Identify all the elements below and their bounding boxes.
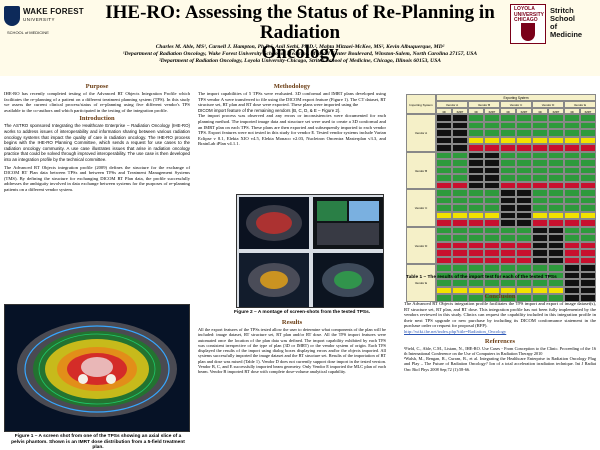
grid-cell-0-4-8: [564, 144, 580, 152]
grid-cell-2-3-9: [580, 212, 596, 220]
grid-cell-1-0-2: [468, 152, 484, 160]
grid-cell-2-3-1: [452, 212, 468, 220]
grid-cell-3-0-9: [580, 227, 596, 235]
grid-cell-2-0-0: [436, 189, 452, 197]
grid-cell-1-3-9: [580, 174, 596, 182]
grid-cell-4-0-8: [564, 264, 580, 272]
grid-cell-2-2-8: [564, 204, 580, 212]
grid-cell-0-0-0: [436, 114, 452, 122]
grid-cell-2-0-1: [452, 189, 468, 197]
grid-cell-2-2-1: [452, 204, 468, 212]
exporting-vendor-1: Vendor B: [468, 101, 500, 108]
left-column: [4, 82, 190, 193]
grid-cell-1-3-6: [532, 174, 548, 182]
grid-cell-1-0-3: [484, 152, 500, 160]
grid-cell-0-3-4: [500, 137, 516, 145]
grid-cell-0-1-5: [516, 122, 532, 130]
grid-cell-2-3-3: [484, 212, 500, 220]
grid-cell-2-3-2: [468, 212, 484, 220]
grid-cell-2-0-7: [548, 189, 564, 197]
grid-cell-1-1-5: [516, 159, 532, 167]
grid-cell-3-4-8: [564, 257, 580, 265]
affiliation-2: ²Department of Radiation Oncology, Loyola University-Chicago, Stritch School of Medicine, Chicago, Illinois 60153, USA: [158, 57, 442, 64]
results-heading: Results: [281, 319, 303, 326]
grid-cell-3-3-2: [468, 249, 484, 257]
grid-cell-3-2-1: [452, 242, 468, 250]
grid-cell-1-4-3: [484, 182, 500, 190]
grid-cell-3-0-6: [532, 227, 548, 235]
stritch-line-2: School: [550, 14, 576, 23]
grid-cell-2-0-4: [500, 189, 516, 197]
grid-cell-3-4-3: [484, 257, 500, 265]
grid-cell-1-1-2: [468, 159, 484, 167]
grid-cell-1-4-2: [468, 182, 484, 190]
conclusion-heading: Conclusion: [484, 293, 516, 300]
grid-cell-1-0-6: [532, 152, 548, 160]
loyola-shield-icon: [510, 4, 546, 44]
importing-vendor-0: Vendor A: [406, 114, 436, 152]
grid-cell-1-2-3: [484, 167, 500, 175]
grid-cell-0-2-5: [516, 129, 532, 137]
grid-cell-0-0-2: [468, 114, 484, 122]
grid-cell-0-3-8: [564, 137, 580, 145]
grid-cell-1-2-8: [564, 167, 580, 175]
grid-cell-0-3-6: [532, 137, 548, 145]
grid-cell-1-1-7: [548, 159, 564, 167]
grid-cell-4-0-4: [500, 264, 516, 272]
grid-cell-3-0-8: [564, 227, 580, 235]
grid-cell-3-1-7: [548, 234, 564, 242]
exporting-subcol-0-1: IMRT: [452, 108, 468, 114]
grid-cell-2-1-2: [468, 197, 484, 205]
grid-cell-1-1-9: [580, 159, 596, 167]
grid-cell-0-0-4: [500, 114, 516, 122]
methodology-text-3: The import process was observed and any errors or inconsistencies were documented for each planning method. The imported image data and structure set were used to create a 3D conformal and an IMRT plan on each TPS. These plans are then exported and subsequently imported to each vendor TPS. Export features were not tested in this study for vendor E. Tested vendor systems include Varian Eclipse v 8.1, Elekta XIO v4.5, Elekta Monaco v2.03, Nucletron Oncentra Masterplan v3.3, and BrainLab iPlan v4.1.1.: [198, 113, 386, 147]
grid-cell-3-0-7: [548, 227, 564, 235]
grid-cell-1-3-1: [452, 174, 468, 182]
grid-cell-0-4-1: [452, 144, 468, 152]
grid-cell-3-1-4: [500, 234, 516, 242]
wake-forest-school: SCHOOL of MEDICINE: [7, 30, 49, 35]
grid-cell-3-3-0: [436, 249, 452, 257]
poster-header: [0, 0, 600, 76]
grid-cell-0-1-8: [564, 122, 580, 130]
exporting-subcol-1-1: IMRT: [484, 108, 500, 114]
grid-cell-1-3-3: [484, 174, 500, 182]
grid-cell-3-1-8: [564, 234, 580, 242]
grid-cell-1-1-4: [500, 159, 516, 167]
grid-cell-2-2-0: [436, 204, 452, 212]
importing-vendor-4: Vendor E: [406, 264, 436, 302]
grid-cell-1-0-7: [548, 152, 564, 160]
grid-cell-2-3-5: [516, 212, 532, 220]
exporting-subcol-2-1: IMRT: [516, 108, 532, 114]
introduction-text-1: The ASTRO sponsored Integrating the Healthcare Enterprise – Radiation Oncology (IHE-RO) works to address issues of interoperability and information sharing between various radiation oncology systems that impact the quality of care in radiation oncology. The IHE-RO process begins with the IHE-RO Planning Committee, which sends a request for use cases to the radiation oncology community. A use case illustrates issues that arise in radiation oncology practice that could be solved through improved interoperability. The use case is then developed into an integration profile by the technical committee.: [4, 123, 190, 162]
grid-cell-3-3-4: [500, 249, 516, 257]
grid-cell-0-4-4: [500, 144, 516, 152]
grid-cell-1-4-5: [516, 182, 532, 190]
grid-cell-3-2-0: [436, 242, 452, 250]
reference-2: ²Walsh, M., Rengan, R., Curran, B., et al. Integrating the Healthcare Enterprise in Radiation Oncology Plug and Play – The Future of Radiation Oncology? Ion of a total acceleration irradiation technique. Int J Radiat Onc Biol Phys 2008 Sep;72 (1):58-66.: [404, 356, 596, 372]
grid-cell-2-2-4: [500, 204, 516, 212]
grid-cell-2-2-5: [516, 204, 532, 212]
grid-cell-4-0-0: [436, 264, 452, 272]
grid-cell-2-4-7: [548, 219, 564, 227]
grid-cell-0-1-4: [500, 122, 516, 130]
figure-2-svg: [237, 195, 384, 308]
conclusion-link[interactable]: http://wiki.ihe.net/index.php?title=Radiation_Oncology: [404, 328, 507, 334]
grid-cell-3-2-8: [564, 242, 580, 250]
grid-cell-2-0-8: [564, 189, 580, 197]
grid-cell-0-2-7: [548, 129, 564, 137]
figure-1-caption: Figure 1 – A screen shot from one of the TPSs showing an axial slice of a pelvis phantom. Shown is an IMRT dose distribution from a 5-field treatment plan.: [11, 434, 185, 450]
grid-cell-0-4-9: [580, 144, 596, 152]
grid-cell-3-0-1: [452, 227, 468, 235]
grid-cell-2-2-9: [580, 204, 596, 212]
exporting-system-header: Exporting System: [436, 94, 596, 101]
grid-cell-4-0-3: [484, 264, 500, 272]
grid-cell-2-1-1: [452, 197, 468, 205]
stritch-line-1: Stritch: [550, 6, 574, 15]
grid-cell-0-4-2: [468, 144, 484, 152]
grid-cell-3-2-9: [580, 242, 596, 250]
grid-cell-3-0-4: [500, 227, 516, 235]
grid-cell-0-1-3: [484, 122, 500, 130]
grid-cell-2-4-6: [532, 219, 548, 227]
grid-cell-0-4-5: [516, 144, 532, 152]
grid-cell-1-0-5: [516, 152, 532, 160]
grid-cell-1-4-1: [452, 182, 468, 190]
grid-cell-4-0-2: [468, 264, 484, 272]
exporting-subcol-0-0: 3D: [436, 108, 452, 114]
middle-column: [198, 82, 386, 147]
purpose-heading: Purpose: [85, 83, 109, 90]
grid-cell-3-2-5: [516, 242, 532, 250]
methodology-text-1: The import capabilities of 5 TPSs were evaluated. 3D conformal and IMRT plans developed using TPS vendor A were transferred to file using the DICOM export feature (Figure 1). The CT dataset, RT structure set, RT plan and RT dose were exported. These plans were imported using the: [198, 91, 386, 108]
authors-names: Charles M. Able, MS¹, Carnell J. Hampton, Ph.D.¹, Anil Sethi, Ph.D.², Mahta Mitzaei-McKee, MS², Kevin Albuquerque, MD²: [155, 44, 445, 50]
reference-1: ¹Field, C., Able, C.M., Listam, N., IHE-RO. Use Cases - From Conception to the Clinic. Proceeding of the 16 th International Conference on the Use of Computers in Radiation Therapy 2010: [404, 345, 596, 356]
grid-cell-2-3-0: [436, 212, 452, 220]
grid-cell-1-0-8: [564, 152, 580, 160]
grid-cell-2-4-3: [484, 219, 500, 227]
stritch-logo-text: [550, 7, 582, 39]
grid-cell-1-2-6: [532, 167, 548, 175]
poster-title-line1: IHE-RO: Assessing the Status of Re-Planning in Radiation: [105, 2, 495, 43]
grid-cell-0-0-3: [484, 114, 500, 122]
figure-2-montage: [236, 194, 384, 308]
exporting-vendor-4: Vendor E: [564, 101, 596, 108]
grid-cell-1-2-0: [436, 167, 452, 175]
grid-cell-0-3-9: [580, 137, 596, 145]
loyola-name-2: UNIVERSITY: [514, 11, 545, 18]
wake-forest-shield-icon: [4, 6, 20, 26]
importing-vendor-1: Vendor B: [406, 152, 436, 190]
exporting-vendor-3: Vendor D: [532, 101, 564, 108]
grid-cell-0-1-0: [436, 122, 452, 130]
loyola-logo: [510, 4, 596, 44]
affiliation-1: ¹Department of Radiation Oncology, Wake Forest University School of Medicine, Medical Center Boulevard, Winston-Salem, North Carolina 27157, USA: [122, 50, 478, 57]
grid-cell-3-3-6: [532, 249, 548, 257]
figure-1-svg: [5, 305, 190, 432]
poster-title-line2: Oncology: [261, 42, 339, 63]
grid-cell-3-3-3: [484, 249, 500, 257]
grid-cell-1-3-0: [436, 174, 452, 182]
grid-cell-3-1-9: [580, 234, 596, 242]
grid-cell-0-2-6: [532, 129, 548, 137]
exporting-subcol-2-0: 3D: [500, 108, 516, 114]
grid-cell-2-4-1: [452, 219, 468, 227]
grid-cell-1-3-7: [548, 174, 564, 182]
grid-cell-3-2-4: [500, 242, 516, 250]
grid-cell-0-0-8: [564, 114, 580, 122]
grid-cell-0-0-5: [516, 114, 532, 122]
grid-cell-2-1-4: [500, 197, 516, 205]
purpose-text: IHE-RO has recently completed testing of the Advanced RT Objects Integration Profile which facilitates the re-planning of a patient on a different treatment planning system (TPS). In this study we assess the current clinical process/status of re-planning using five different vendor's TPS available to the co-authors and which participated in the testing of the integration profile.: [4, 91, 190, 113]
grid-cell-4-0-1: [452, 264, 468, 272]
grid-cell-1-2-9: [580, 167, 596, 175]
grid-cell-4-0-5: [516, 264, 532, 272]
grid-cell-0-1-9: [580, 122, 596, 130]
grid-cell-3-4-4: [500, 257, 516, 265]
grid-cell-3-0-3: [484, 227, 500, 235]
grid-cell-3-4-1: [452, 257, 468, 265]
grid-cell-2-1-9: [580, 197, 596, 205]
grid-cell-2-4-5: [516, 219, 532, 227]
grid-cell-3-3-8: [564, 249, 580, 257]
grid-cell-1-1-3: [484, 159, 500, 167]
grid-cell-2-4-9: [580, 219, 596, 227]
grid-cell-2-1-7: [548, 197, 564, 205]
importing-vendor-2: Vendor C: [406, 189, 436, 227]
grid-cell-3-4-9: [580, 257, 596, 265]
grid-cell-0-4-3: [484, 144, 500, 152]
grid-cell-0-2-4: [500, 129, 516, 137]
grid-cell-0-2-8: [564, 129, 580, 137]
wake-forest-name: WAKE FOREST: [23, 7, 84, 16]
grid-cell-2-4-0: [436, 219, 452, 227]
grid-cell-1-0-1: [452, 152, 468, 160]
grid-cell-1-2-4: [500, 167, 516, 175]
stritch-line-4: Medicine: [550, 30, 583, 39]
grid-cell-2-0-2: [468, 189, 484, 197]
grid-cell-1-1-6: [532, 159, 548, 167]
methodology-heading: Methodology: [273, 83, 311, 90]
grid-cell-3-4-7: [548, 257, 564, 265]
grid-cell-3-2-3: [484, 242, 500, 250]
exporting-subcol-4-1: IMRT: [580, 108, 596, 114]
grid-cell-1-3-8: [564, 174, 580, 182]
grid-cell-0-4-6: [532, 144, 548, 152]
grid-cell-1-4-4: [500, 182, 516, 190]
grid-cell-2-1-6: [532, 197, 548, 205]
right-column: [404, 292, 596, 372]
grid-cell-0-2-0: [436, 129, 452, 137]
grid-cell-3-1-0: [436, 234, 452, 242]
wake-forest-sub: UNIVERSITY: [23, 17, 56, 22]
grid-cell-2-0-3: [484, 189, 500, 197]
grid-cell-2-0-9: [580, 189, 596, 197]
grid-cell-2-0-6: [532, 189, 548, 197]
figure-2-caption: Figure 2 – A montage of screen-shots from the tested TPSs.: [234, 310, 371, 315]
grid-cell-0-1-6: [532, 122, 548, 130]
methodology-text-2: DICOM import feature of the remaining vendors (B, C, D, & E – Figure 2).: [198, 107, 341, 113]
grid-cell-0-3-3: [484, 137, 500, 145]
grid-cell-2-3-7: [548, 212, 564, 220]
grid-cell-0-2-3: [484, 129, 500, 137]
exporting-subcol-4-0: 3D: [564, 108, 580, 114]
grid-cell-2-2-2: [468, 204, 484, 212]
grid-cell-0-3-2: [468, 137, 484, 145]
references-heading: References: [484, 337, 516, 345]
grid-cell-3-0-5: [516, 227, 532, 235]
grid-cell-4-0-7: [548, 264, 564, 272]
grid-cell-2-2-3: [484, 204, 500, 212]
grid-cell-1-1-0: [436, 159, 452, 167]
grid-cell-1-0-4: [500, 152, 516, 160]
grid-cell-2-4-8: [564, 219, 580, 227]
grid-cell-0-0-7: [548, 114, 564, 122]
grid-cell-3-3-1: [452, 249, 468, 257]
grid-cell-2-2-7: [548, 204, 564, 212]
exporting-subcol-3-0: 3D: [532, 108, 548, 114]
grid-cell-3-4-5: [516, 257, 532, 265]
grid-cell-3-4-2: [468, 257, 484, 265]
exporting-subcol-1-0: 3D: [468, 108, 484, 114]
grid-cell-3-2-7: [548, 242, 564, 250]
grid-cell-2-3-6: [532, 212, 548, 220]
loyola-crest-icon: [521, 23, 535, 41]
loyola-name-1: LOYOLA: [514, 6, 535, 12]
grid-cell-3-3-5: [516, 249, 532, 257]
grid-cell-2-3-8: [564, 212, 580, 220]
grid-cell-1-0-0: [436, 152, 452, 160]
grid-cell-2-1-5: [516, 197, 532, 205]
grid-cell-2-1-3: [484, 197, 500, 205]
grid-cell-1-2-5: [516, 167, 532, 175]
grid-cell-1-4-0: [436, 182, 452, 190]
grid-cell-0-1-2: [468, 122, 484, 130]
grid-cell-0-3-1: [452, 137, 468, 145]
grid-cell-0-4-7: [548, 144, 564, 152]
grid-cell-1-2-7: [548, 167, 564, 175]
grid-cell-4-0-9: [580, 264, 596, 272]
introduction-text-2: The Advanced RT Objects integration profile (2009) defines the structure for the exchange of DICOM RT Plan data between TPSs and between TPSs and Treatment Management Systems (TMS). By defining the structure for exchanging DICOM RT Plan data, the profile successfully addresses the ambiguity involved in data exchange between systems for the purposes of re-planning patients on a different vendor system.: [4, 164, 190, 192]
exporting-subcol-3-1: IMRT: [548, 108, 564, 114]
grid-cell-0-3-5: [516, 137, 532, 145]
grid-cell-3-4-0: [436, 257, 452, 265]
loyola-name-3: CHICAGO: [514, 17, 538, 23]
grid-cell-1-1-8: [564, 159, 580, 167]
exporting-vendor-2: Vendor C: [500, 101, 532, 108]
grid-cell-0-0-6: [532, 114, 548, 122]
grid-cell-0-0-9: [580, 114, 596, 122]
grid-cell-1-4-6: [532, 182, 548, 190]
grid-cell-3-3-9: [580, 249, 596, 257]
grid-cell-1-3-4: [500, 174, 516, 182]
grid-cell-1-3-5: [516, 174, 532, 182]
grid-cell-1-2-2: [468, 167, 484, 175]
figure-1-screenshot: [4, 304, 190, 432]
grid-cell-3-1-1: [452, 234, 468, 242]
grid-cell-2-0-5: [516, 189, 532, 197]
poster-authors: [90, 44, 510, 64]
grid-cell-2-1-8: [564, 197, 580, 205]
grid-cell-0-3-7: [548, 137, 564, 145]
grid-cell-1-4-7: [548, 182, 564, 190]
results-text: All the export features of the TPSs tested allow the user to determine what components of the plan will be included: image dataset, RT structure set, RT plan and/or RT dose. All the TPS import features were automated once the location of the plan data was defined. The import capability exhibited by each TPS was consistent irrespective of the type of plan (3D or IMRT) or the vendor system of origin. Each TPS displayed the results of the import using dialog boxes displaying errors and/or the objects imported. All systems successfully imported the image dataset and the RT structure set. Results of the importation of RT plan and dose was mixed (Table 1). Vendor D does not currently support dose import in the tested version. Vendor B, C, and E successfully imported beam geometry. Only Vendor E imported the MLC plan of each beam. Vendor B imported RT dose with complete dose-volume analytical capability.: [198, 327, 386, 375]
grid-cell-3-1-2: [468, 234, 484, 242]
grid-cell-3-0-2: [468, 227, 484, 235]
importing-system-corner: Importing System: [406, 94, 436, 114]
grid-cell-3-0-0: [436, 227, 452, 235]
stritch-line-3: of: [550, 22, 558, 31]
grid-cell-3-4-6: [532, 257, 548, 265]
grid-cell-2-4-2: [468, 219, 484, 227]
grid-cell-3-2-2: [468, 242, 484, 250]
grid-cell-0-2-2: [468, 129, 484, 137]
grid-cell-1-4-9: [580, 182, 596, 190]
grid-cell-1-1-1: [452, 159, 468, 167]
importing-vendor-3: Vendor D: [406, 227, 436, 265]
results-section: [198, 318, 386, 375]
grid-cell-0-3-0: [436, 137, 452, 145]
introduction-heading: Introduction: [79, 115, 115, 123]
grid-cell-0-1-1: [452, 122, 468, 130]
grid-cell-2-3-4: [500, 212, 516, 220]
exporting-vendor-0: Vendor A: [436, 101, 468, 108]
grid-cell-3-1-5: [516, 234, 532, 242]
grid-cell-2-2-6: [532, 204, 548, 212]
grid-cell-4-0-6: [532, 264, 548, 272]
grid-cell-0-2-1: [452, 129, 468, 137]
grid-cell-1-0-9: [580, 152, 596, 160]
table-1-caption: Table 1 – The results of the import test for each of the tested TPSs: [406, 275, 557, 280]
grid-cell-0-0-1: [452, 114, 468, 122]
grid-cell-1-4-8: [564, 182, 580, 190]
grid-cell-2-1-0: [436, 197, 452, 205]
grid-cell-0-1-7: [548, 122, 564, 130]
grid-cell-0-2-9: [580, 129, 596, 137]
grid-cell-2-4-4: [500, 219, 516, 227]
conclusion-text: The Advanced RT Objects integration profile facilitates the TPS import and export of image dataset(s), RT structure set, RT plan, and RT dose. This integration profile has not been fully implemented by the vendors reviewed in this study. Clinics can request the capability included in this integration profile in their next TPS upgrade or new purchase by including its DICOM conformance statement in the purchase order or request for proposal (RFP).: [404, 301, 596, 329]
grid-cell-1-3-2: [468, 174, 484, 182]
grid-cell-3-1-3: [484, 234, 500, 242]
grid-cell-1-2-1: [452, 167, 468, 175]
grid-cell-3-1-6: [532, 234, 548, 242]
wake-forest-logo: [4, 6, 82, 38]
grid-cell-3-3-7: [548, 249, 564, 257]
grid-cell-3-2-6: [532, 242, 548, 250]
grid-cell-0-4-0: [436, 144, 452, 152]
